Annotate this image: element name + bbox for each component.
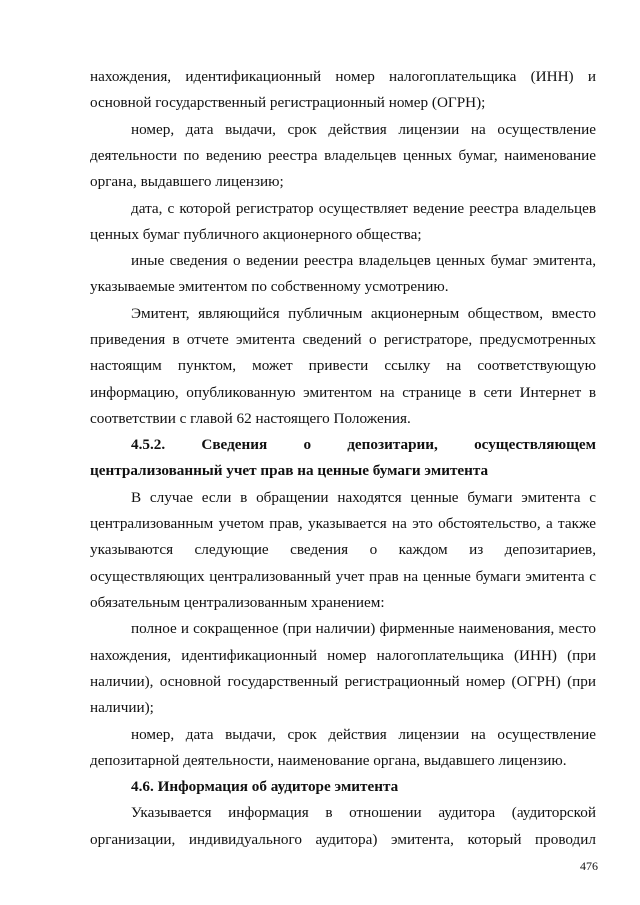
section-heading: централизованный учет прав на ценные бумаги эмитента <box>90 462 489 479</box>
text-line: указываются следующие сведения о каждом из депозитариев, <box>90 541 596 558</box>
text-line: деятельности по ведению реестра владельцев ценных бумаг, наименование <box>90 147 596 164</box>
text-line: основной государственный регистрационный номер (ОГРН); <box>90 94 486 111</box>
text-line: централизованным учетом прав, указывается на это обстоятельство, а также <box>90 515 596 532</box>
text-line: настоящим пунктом, может привести ссылку на соответствующую <box>90 357 596 374</box>
text-line: ценных бумаг публичного акционерного общества; <box>90 226 422 243</box>
text-line: нахождения, идентификационный номер налогоплательщика (ИНН) и <box>90 68 596 85</box>
text-line: депозитарной деятельности, наименование органа, выдавшего лицензию. <box>90 752 567 769</box>
text-line: Указывается информация в отношении аудитора (аудиторской <box>131 804 596 821</box>
text-line: приведения в отчете эмитента сведений о регистраторе, предусмотренных <box>90 331 596 348</box>
section-heading: 4.5.2. Сведения о депозитарии, осуществляющем <box>131 436 596 453</box>
text-line: нахождения, идентификационный номер налогоплательщика (ИНН) (при <box>90 647 596 664</box>
text-line: соответствии с главой 62 настоящего Положения. <box>90 410 411 427</box>
section-heading: 4.6. Информация об аудиторе эмитента <box>131 778 399 795</box>
text-line: наличии), основной государственный регистрационный номер (ОГРН) (при <box>90 673 596 690</box>
text-line: организации, индивидуального аудитора) эмитента, который проводил <box>90 831 596 848</box>
text-line: В случае если в обращении находятся ценные бумаги эмитента с <box>131 489 596 506</box>
text-line: наличии); <box>90 699 154 716</box>
page-number: 476 <box>580 859 598 873</box>
text-line: дата, с которой регистратор осуществляет ведение реестра владельцев <box>131 200 596 217</box>
text-line: органа, выдавшего лицензию; <box>90 173 284 190</box>
text-line: номер, дата выдачи, срок действия лицензии на осуществление <box>131 726 596 743</box>
text-line: полное и сокращенное (при наличии) фирменные наименования, место <box>131 620 596 637</box>
text-line: информацию, опубликованную эмитентом на странице в сети Интернет в <box>90 384 596 401</box>
text-line: осуществляющих централизованный учет прав на ценные бумаги эмитента с <box>90 568 596 585</box>
text-line: обязательным централизованным хранением: <box>90 594 385 611</box>
text-line: Эмитент, являющийся публичным акционерным обществом, вместо <box>131 305 596 322</box>
text-line: иные сведения о ведении реестра владельцев ценных бумаг эмитента, <box>131 252 596 269</box>
text-line: номер, дата выдачи, срок действия лицензии на осуществление <box>131 121 596 138</box>
text-line: указываемые эмитентом по собственному усмотрению. <box>90 278 449 295</box>
